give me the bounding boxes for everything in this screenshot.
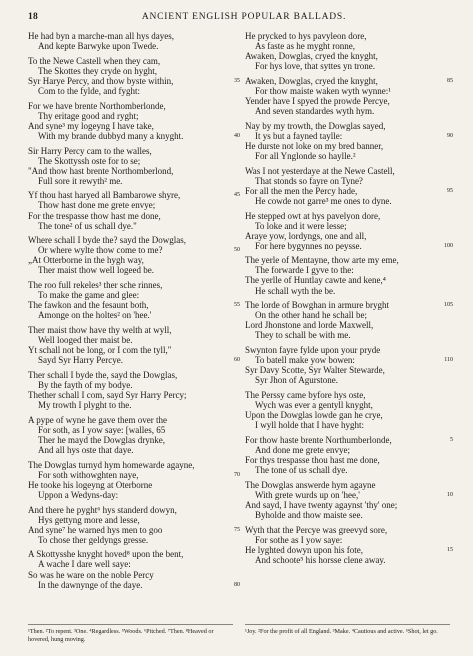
verse-text: He tooke his logeyng at Oterborne [28, 479, 153, 490]
verse-line [245, 186, 451, 196]
verse-line [245, 255, 451, 265]
verse-text: With my brande dubbyd many a knyght. [38, 130, 184, 141]
verse-text: And there he pyght⁶ hys standerd dowyn, [28, 504, 177, 515]
verse-text: Uppon a Wedyns-day: [38, 489, 119, 500]
verse-text: For all the men the Percy hade, [245, 185, 358, 196]
verse-text: Amonge on the holtes² on 'hee.' [38, 310, 152, 321]
verse-line [245, 490, 451, 500]
verse-text: He stepped owt at hys pavelyon dore, [245, 210, 381, 221]
verse-text: The tone² of us schall dye." [38, 220, 137, 231]
verse-text: Ther he mayd the Dowglas drynke, [38, 434, 165, 445]
verse-line [245, 310, 451, 320]
verse-line [245, 131, 451, 141]
verse-line [28, 121, 236, 131]
verse-text: The roo full rekeles³ ther sche rinnes, [28, 280, 163, 291]
verse-text: Syr Jhon of Agurstone. [255, 375, 338, 386]
verse-text: The Skottyssh oste for to se; [38, 155, 141, 166]
verse-line [245, 510, 451, 520]
verse-line [245, 231, 451, 241]
verse-line [28, 156, 236, 166]
verse-line [28, 111, 236, 121]
verse-text: A wache I dare well saye: [38, 559, 131, 570]
verse-text: Sayd Syr Harry Percye. [38, 355, 123, 366]
line-number: 90 [447, 132, 453, 139]
verse-line [245, 196, 451, 206]
stanza [28, 549, 240, 590]
verse-line [28, 66, 236, 76]
verse-line [28, 390, 236, 400]
verse-text: „At Otterborne in the hygh way, [28, 255, 144, 266]
verse-line [28, 490, 236, 500]
verse-text: To the Newe Castell when they cam, [28, 55, 161, 66]
running-title: ANCIENT ENGLISH POPULAR BALLADS. [141, 12, 347, 22]
line-number: 50 [234, 247, 240, 254]
verse-line [245, 141, 451, 151]
verse-text: The Dowglas answerde hym agayne [245, 479, 376, 490]
verse-line [28, 101, 236, 111]
verse-text: For all Ynglonde so haylle.² [255, 150, 356, 161]
stanza [28, 146, 236, 186]
verse-line [245, 176, 451, 186]
footnote-rule-right [245, 624, 450, 625]
verse-line [28, 480, 236, 490]
stanza [245, 390, 451, 430]
verse-line [245, 41, 451, 51]
verse-line [245, 265, 451, 275]
page-number: 18 [28, 12, 38, 22]
verse-text: "And thow hast brente Northomberlond, [28, 165, 174, 176]
verse-line [245, 480, 451, 490]
verse-line [28, 75, 240, 86]
verse-text: Upon the Dowglas lowde gan he crye, [245, 410, 383, 421]
verse-text: For here bygynnes no peysse. [255, 240, 362, 251]
verse-text: For we have brente Northomberlonde, [28, 100, 166, 111]
verse-text: The tone of us schall dye. [255, 465, 348, 476]
verse-line [28, 559, 236, 569]
verse-text: Hys gettyng more and lesse, [38, 514, 140, 525]
line-number: 35 [234, 77, 240, 84]
footnotes-right: ¹Joy. ²For the profit of all England. ³Make. ⁴Cautious and active. ⁵Shot, let go. [245, 628, 438, 635]
verse-text: My trowth I plyght to the. [38, 400, 132, 411]
stanza [28, 325, 240, 366]
verse-line [245, 465, 451, 475]
verse-line [28, 325, 236, 335]
verse-line [245, 390, 451, 400]
stanza [245, 166, 451, 206]
verse-line [28, 400, 236, 410]
stanza [28, 459, 240, 500]
verse-line [28, 345, 236, 355]
verse-line [28, 505, 236, 515]
verse-text: For the trespasse thow hast me done, [28, 210, 161, 221]
verse-text: To batell make yow bowen: [255, 355, 355, 366]
verse-line [245, 51, 451, 61]
verse-line [245, 525, 451, 535]
verse-text: Thy eritage good and ryght; [38, 110, 139, 121]
stanza [245, 211, 451, 251]
verse-text: And all hys oste that daye. [38, 444, 134, 455]
verse-text: By the fayth of my bodye. [38, 379, 133, 390]
line-number: 55 [234, 302, 240, 309]
verse-line [245, 320, 451, 330]
verse-line [28, 245, 240, 256]
line-number: 95 [447, 187, 453, 194]
verse-text: For soth withowghten naye, [38, 469, 139, 480]
verse-text: Yt schall not be long, or I com the tyll," [28, 345, 172, 356]
verse-text: To make the game and glee: [38, 290, 140, 301]
verse-line [28, 190, 240, 201]
verse-text: For thow haste brente Northumberlonde, [245, 434, 392, 445]
verse-text: The yerle of Mentayne, thow arte my eme, [245, 255, 399, 266]
verse-text: Thow hast done me grete envye; [38, 200, 156, 211]
verse-line [245, 241, 451, 251]
verse-line [28, 549, 236, 559]
verse-text: The lorde of Bowghan in armure bryght [245, 300, 389, 311]
verse-line [28, 146, 236, 156]
stanza [245, 121, 451, 161]
stanza [245, 345, 451, 385]
verse-text: I wyll holde that I have hyght: [255, 420, 364, 431]
stanza [28, 370, 236, 410]
verse-text: The Dowglas turnyd hym homewarde agayne, [28, 459, 195, 470]
verse-line [28, 265, 236, 275]
verse-line [245, 86, 451, 96]
verse-line [28, 370, 236, 380]
verse-text: Or where wylte thow come to me? [38, 245, 163, 256]
verse-text: Yender have I spyed the prowde Percye, [245, 95, 390, 106]
verse-line [245, 455, 451, 465]
verse-text: Sir Harry Percy cam to the walles, [28, 145, 152, 156]
verse-line [245, 76, 451, 86]
verse-text: He cowde not garre³ me ones to dyne. [255, 195, 392, 206]
stanza [28, 190, 240, 231]
verse-line [245, 435, 451, 445]
verse-line [245, 96, 451, 106]
verse-text: Ther maist thow have thy welth at wyll, [28, 325, 172, 336]
verse-text: Ther schall I byde the, sayd the Dowglas, [28, 369, 178, 380]
line-number: 70 [234, 471, 240, 478]
verse-text: The yerlle of Huntlay cawte and kene,⁴ [245, 275, 386, 286]
stanza [245, 525, 451, 565]
verse-line [28, 200, 236, 210]
verse-line [245, 555, 451, 565]
verse-line [28, 579, 240, 590]
verse-text: In the dawnynge of the daye. [38, 579, 143, 590]
verse-line [245, 151, 451, 161]
line-number: 100 [444, 242, 453, 249]
verse-line [245, 545, 451, 555]
stanza [245, 76, 451, 116]
stanza [245, 255, 451, 295]
stanza [28, 280, 240, 321]
verse-text: And kepte Barwyke upon Twede. [38, 41, 159, 52]
verse-line [245, 106, 451, 116]
verse-text: They to schall be with me. [255, 330, 351, 341]
line-number: 105 [444, 302, 453, 309]
line-number: 5 [450, 436, 453, 443]
verse-text: Awaken, Dowglas, cryed the knyght, [245, 75, 378, 86]
verse-line [245, 211, 451, 221]
line-number: 45 [234, 192, 240, 199]
verse-text: Syr Davy Scotte, Syr Walter Stewarde, [245, 365, 385, 376]
verse-text: Was I not yesterdaye at the Newe Castell, [245, 165, 395, 176]
line-number: 60 [234, 357, 240, 364]
line-number: 110 [444, 357, 453, 364]
verse-line [28, 166, 236, 176]
verse-line [28, 445, 236, 455]
page-header [28, 12, 460, 26]
verse-text: Wyth that the Percye was greevyd sore, [245, 524, 388, 535]
verse-text: For hys love, that syttes yn trone. [255, 61, 375, 72]
verse-line [245, 500, 451, 510]
verse-line [28, 469, 240, 480]
footnote-rule-left [28, 624, 233, 625]
verse-line [245, 375, 451, 385]
line-number: 80 [234, 581, 240, 588]
left-column [28, 31, 240, 594]
stanza [28, 504, 240, 545]
stanza [28, 235, 240, 276]
verse-text: Awaken, Dowglas, cryed the knyght, [245, 51, 378, 62]
verse-line [28, 280, 236, 290]
verse-text: To chose ther geldyngs gresse. [38, 534, 149, 545]
verse-line [245, 275, 451, 285]
stanza [28, 55, 240, 96]
verse-line [28, 130, 240, 141]
verse-text: With grete wurds up on 'hee,' [255, 489, 360, 500]
verse-text: And sayd, I have twenty agaynst 'thy' one; [245, 499, 398, 510]
verse-text: It ys but a fayned taylle: [255, 130, 343, 141]
verse-text: The forwarde I gyve to the: [255, 265, 354, 276]
verse-line [28, 290, 236, 300]
line-number: 15 [447, 546, 453, 553]
verse-text: He durste not loke on my bred banner, [245, 140, 384, 151]
verse-line [28, 221, 236, 231]
verse-line [28, 310, 236, 320]
line-number: 85 [447, 77, 453, 84]
verse-line [245, 345, 451, 355]
verse-text: And syne³ my logeyng I have take, [28, 120, 154, 131]
verse-line [28, 300, 240, 311]
verse-line [28, 515, 236, 525]
verse-text: He prycked to hys pavyleon dore, [245, 31, 367, 41]
verse-line [245, 166, 451, 176]
verse-text: As faste as he myght ronne, [255, 41, 355, 52]
verse-line [28, 176, 236, 186]
verse-text: A Skottysshe knyght hoved⁸ upon the bent, [28, 549, 184, 560]
verse-line [245, 410, 451, 420]
line-number: 10 [447, 491, 453, 498]
line-number: 40 [234, 132, 240, 139]
verse-line [245, 445, 451, 455]
verse-line [245, 355, 451, 365]
verse-line [28, 211, 236, 221]
verse-line [245, 221, 451, 231]
verse-text: Nay by my trowth, the Dowglas sayed, [245, 120, 386, 131]
verse-text: And syne⁷ he warned hys men to goo [28, 524, 163, 535]
verse-text: Syr Harye Percy, and thow byste within, [28, 75, 174, 86]
verse-text: For thow maiste waken wyth wynne:¹ [255, 85, 391, 96]
verse-line [28, 335, 236, 345]
verse-text: Wych was ever a gentyll knyght, [255, 400, 373, 411]
verse-line [245, 121, 451, 131]
verse-text: So was he ware on the noble Percy [28, 569, 154, 580]
verse-text: And seven standardes wyth hym. [255, 106, 375, 117]
stanza [28, 31, 236, 51]
stanza [28, 415, 236, 455]
verse-line [245, 535, 451, 545]
verse-line [245, 61, 451, 71]
verse-text: And schoote⁵ his horsse clene away. [255, 554, 386, 565]
verse-line [245, 400, 451, 410]
verse-text: Yf thou hast haryed all Bambarowe shyre, [28, 190, 181, 201]
verse-text: And done me grete envye; [255, 444, 350, 455]
verse-line [245, 330, 451, 340]
verse-line [28, 435, 236, 445]
verse-line [245, 365, 451, 375]
stanza [245, 435, 451, 475]
verse-line [28, 425, 236, 435]
verse-text: For sothe as I yow saye: [255, 534, 343, 545]
verse-line [28, 380, 236, 390]
verse-line [28, 86, 236, 96]
verse-text: On the other hand he schall be; [255, 310, 367, 321]
verse-line [28, 235, 236, 245]
verse-line [28, 570, 236, 580]
stanza [245, 480, 451, 520]
verse-text: He lyghted dowyn upon his fote, [245, 544, 363, 555]
verse-text: Well looged ther maist be. [38, 335, 133, 346]
verse-text: The Skottes they cryde on hyght, [38, 65, 157, 76]
verse-text: Thether schall I com, sayd Syr Harry Percy; [28, 390, 187, 400]
stanza [28, 100, 240, 141]
verse-text: The fawkon and the fesaunt both, [28, 300, 149, 311]
verse-text: Lord Jhonstone and lorde Maxwell, [245, 320, 374, 331]
verse-text: The Perssy came byfore hys oste, [245, 390, 366, 400]
stanza [245, 300, 451, 340]
verse-text: He schall wyth the be. [255, 285, 336, 296]
verse-line [28, 255, 236, 265]
verse-line [245, 31, 451, 41]
verse-line [245, 420, 451, 430]
verse-line [28, 524, 240, 535]
line-number: 75 [234, 526, 240, 533]
verse-text: Swynton fayre fylde upon your pryde [245, 345, 381, 356]
verse-line [28, 31, 236, 41]
verse-text: Full sore it rewyth² me. [38, 175, 123, 186]
verse-text: Ther maist thow well logeed be. [38, 265, 154, 276]
verse-line [245, 286, 451, 296]
verse-line [28, 41, 236, 51]
verse-text: For soth, as I yow saye: [walles, 65 [38, 424, 166, 435]
verse-text: Araye yow, lordyngs, one and all, [245, 230, 367, 241]
verse-line [28, 460, 236, 470]
footnotes-left: ¹Then. ²To repent. ³One. ⁴Regardless. ⁵Woods. ⁶Pitched. ⁷Then. ⁸Heaved or hovered, hung moving. [28, 628, 214, 643]
verse-text: He had byn a marche-man all hys dayes, [28, 31, 174, 41]
right-column [245, 31, 451, 570]
verse-line [28, 355, 240, 366]
verse-text: That stonds so fayre on Tyne? [255, 175, 363, 186]
verse-text: Byholde and thow maiste see. [255, 509, 363, 520]
verse-line [28, 415, 236, 425]
verse-text: To loke and it were lesse; [255, 220, 347, 231]
verse-text: A pype of wyne he gave them over the [28, 414, 167, 425]
verse-line [28, 56, 236, 66]
verse-line [245, 300, 451, 310]
verse-text: For thys trespasse thou hast me done, [245, 454, 380, 465]
verse-line [28, 535, 236, 545]
verse-text: Com to the fylde, and fyght: [38, 85, 140, 96]
verse-text: Where schall I byde the? sayd the Dowglas, [28, 235, 186, 246]
stanza [245, 31, 451, 71]
